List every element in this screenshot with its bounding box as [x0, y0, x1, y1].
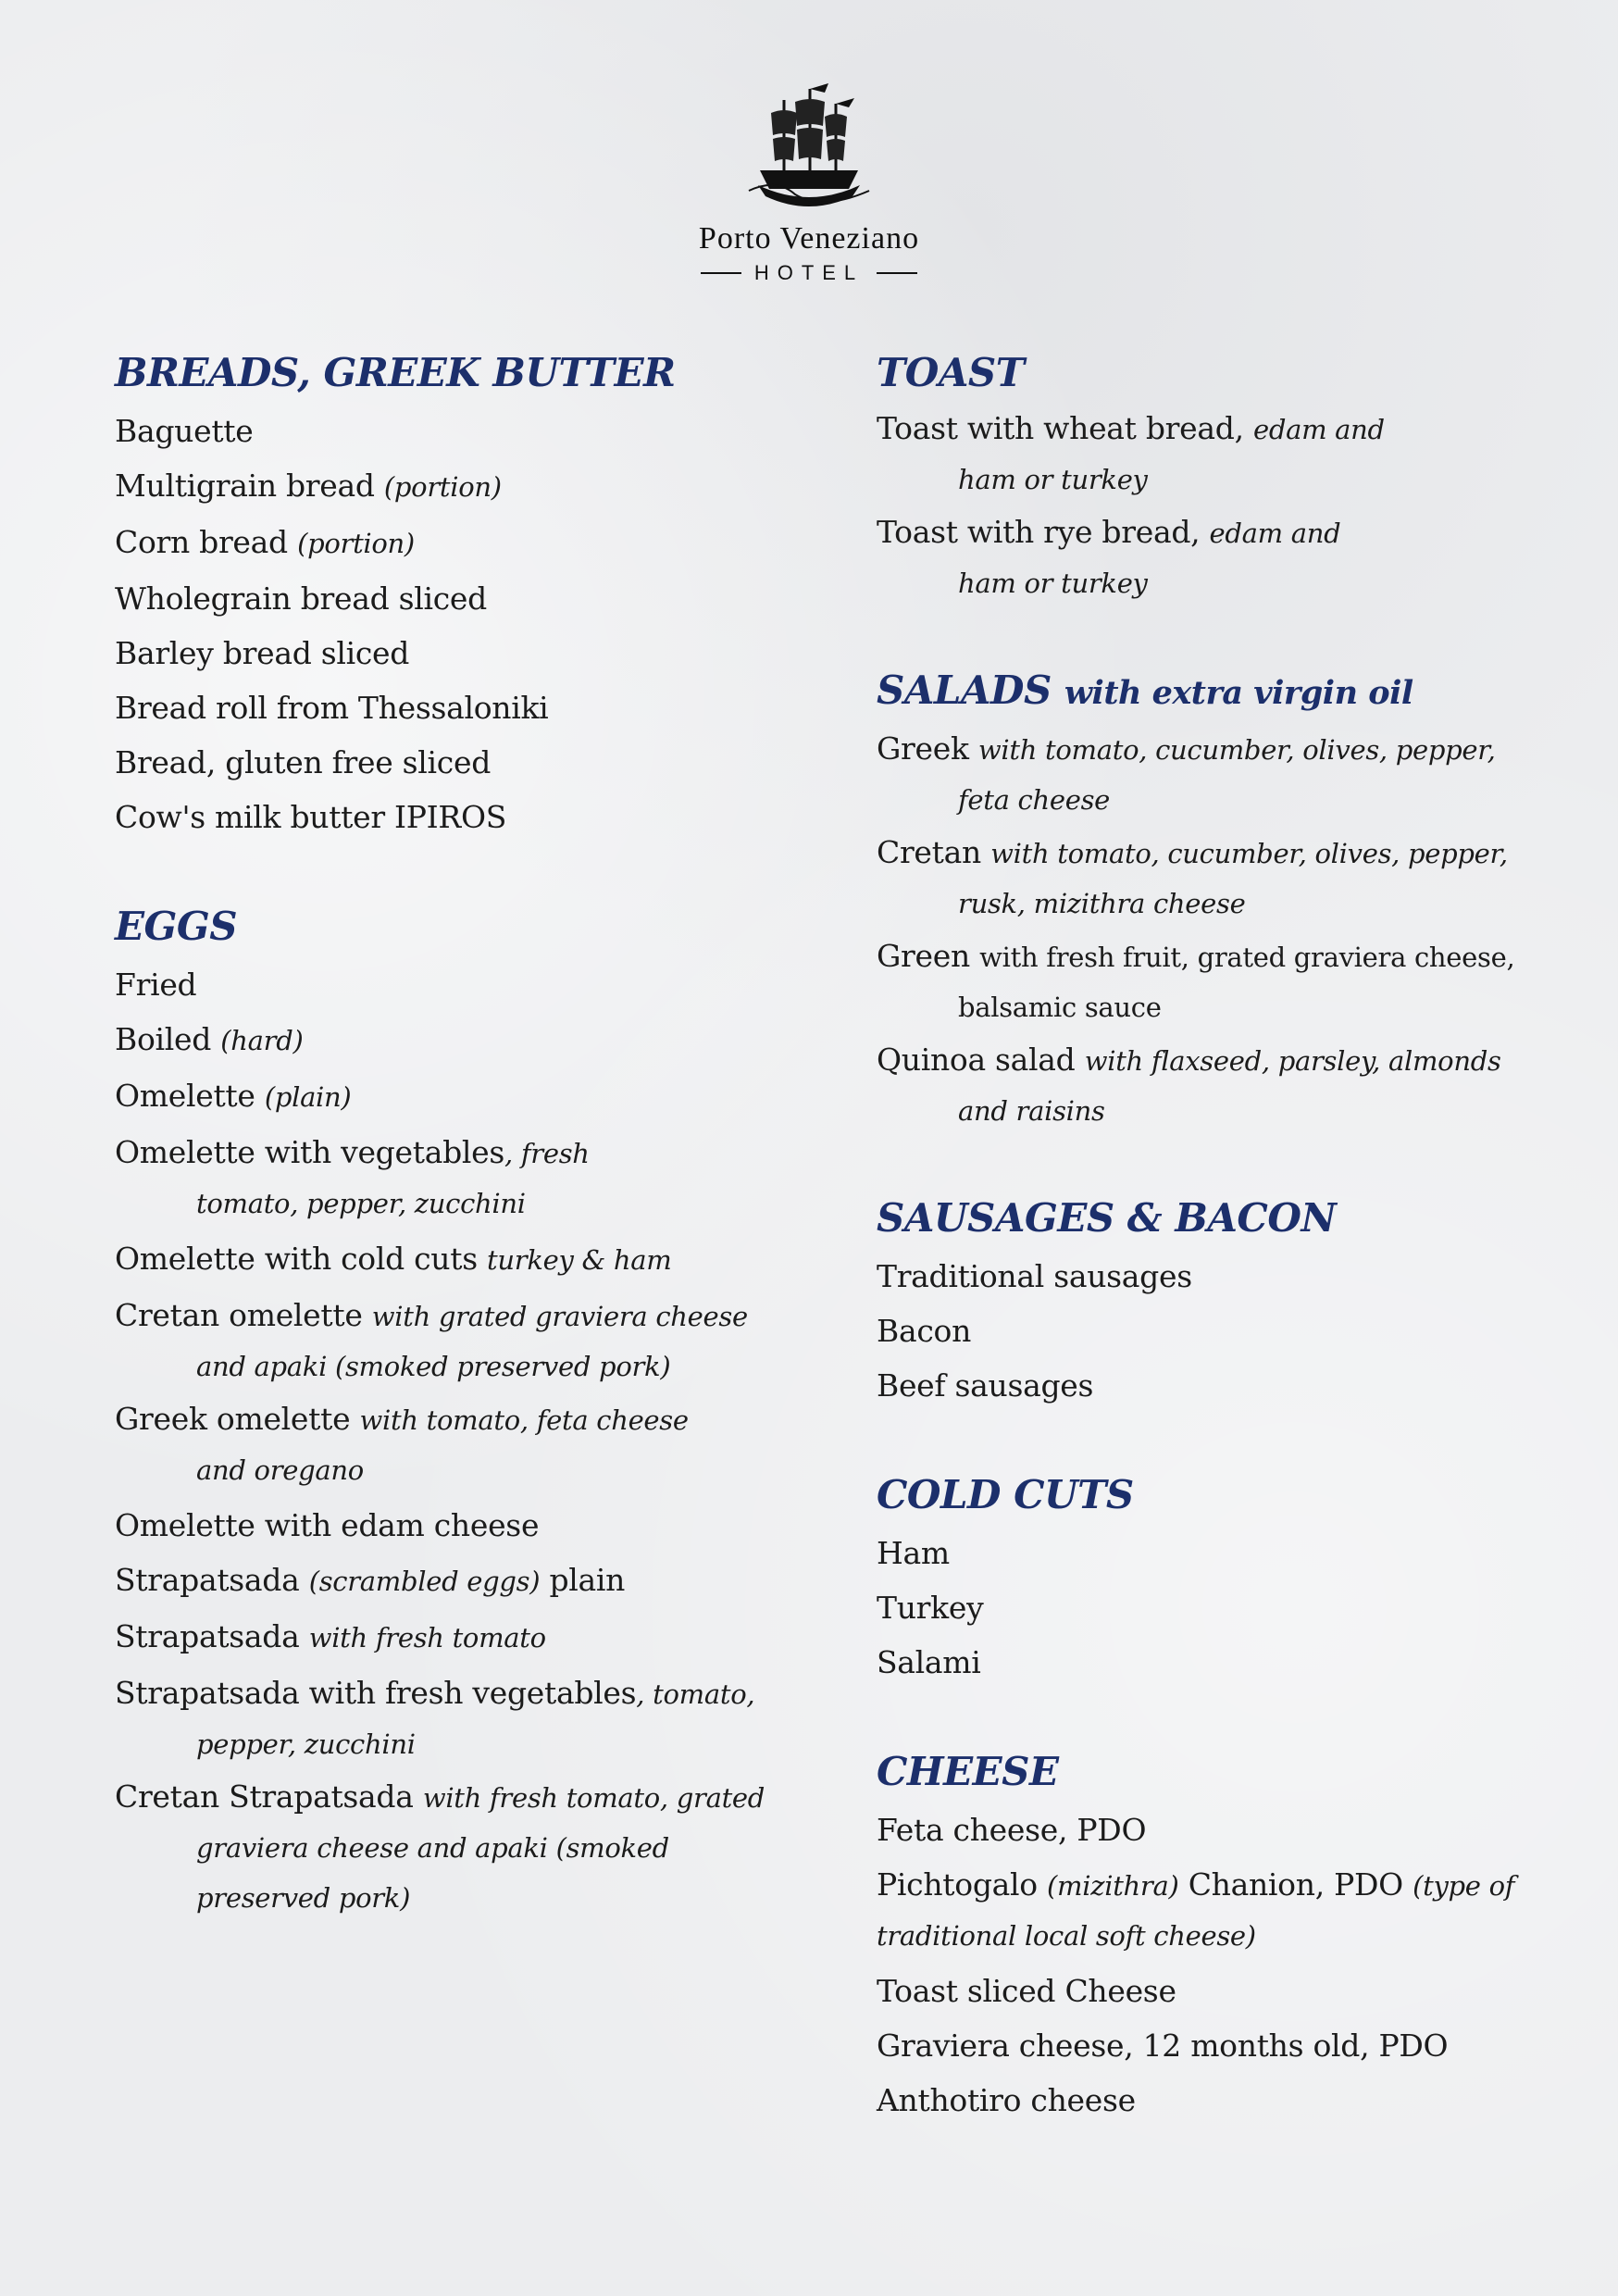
section-sausages [877, 1193, 1580, 1413]
divider [877, 272, 917, 274]
menu-item: Green with fresh fruit, grated graviera cheese, balsamic sauce [877, 938, 1515, 1023]
menu-item: Multigrain bread (portion) [115, 468, 502, 504]
menu-item: Quinoa salad with flaxseed, parsley, almonds and raisins [877, 1042, 1501, 1127]
menu-item: Bread roll from Thessaloniki [115, 690, 549, 726]
section-heading: CHEESE [877, 1749, 1059, 1794]
menu-item: Baguette [115, 413, 254, 449]
section-heading: COLD CUTS [877, 1472, 1134, 1517]
menu-item: Boiled (hard) [115, 1021, 304, 1057]
menu-item: Feta cheese, PDO [877, 1812, 1147, 1848]
section-heading: SAUSAGES & BACON [877, 1195, 1337, 1241]
menu-item: Strapatsada with fresh tomato [115, 1618, 546, 1654]
menu-item: Omelette with cold cuts turkey & ham [115, 1241, 672, 1277]
brand-name: Porto Veneziano [698, 221, 920, 256]
hotel-logo [0, 81, 1618, 285]
left-column [115, 348, 818, 1980]
section-eggs [115, 902, 818, 1923]
menu-item: Fried [115, 967, 197, 1003]
section-breads [115, 348, 818, 844]
menu-item: Traditional sausages [877, 1258, 1192, 1294]
right-column [877, 348, 1580, 2185]
menu-item: Toast sliced Cheese [877, 1973, 1176, 2009]
menu-item: Omelette with vegetables, fresh tomato, pepper, zucchini [115, 1134, 590, 1219]
section-cold-cuts [877, 1470, 1580, 1690]
section-heading: BREADS, GREEK BUTTER [115, 350, 676, 395]
menu-item: Bacon [877, 1313, 972, 1349]
section-cheese [877, 1747, 1580, 2128]
section-heading: SALADS with extra virgin oil [877, 668, 1413, 713]
menu-item: Cow's milk butter IPIROS [115, 799, 507, 835]
menu-item: Wholegrain bread sliced [115, 580, 487, 617]
menu-item: Bread, gluten free sliced [115, 744, 492, 780]
menu-item: Graviera cheese, 12 months old, PDO [877, 2028, 1449, 2064]
section-salads [877, 666, 1580, 1136]
menu-item: Greek with tomato, cucumber, olives, pepper, feta cheese [877, 730, 1496, 816]
menu-item: Toast with wheat bread, edam and ham or turkey [877, 410, 1385, 495]
menu-item: Beef sausages [877, 1367, 1094, 1404]
section-toast [877, 348, 1580, 608]
divider [701, 272, 741, 274]
menu-item: Ham [877, 1535, 950, 1571]
menu-item: Greek omelette with tomato, feta cheese and oregano [115, 1401, 689, 1486]
ship-emblem-icon [740, 81, 878, 211]
section-heading: TOAST [877, 350, 1025, 395]
menu-item: Omelette (plain) [115, 1078, 352, 1114]
menu-item: Salami [877, 1644, 981, 1680]
brand-subtitle [0, 261, 1618, 285]
menu-item: Omelette with edam cheese [115, 1507, 540, 1543]
section-heading: EGGS [115, 904, 238, 949]
menu-item: Cretan with tomato, cucumber, olives, pepper, rusk, mizithra cheese [877, 834, 1508, 919]
menu-item: Anthotiro cheese [877, 2082, 1136, 2118]
menu-item: Turkey [877, 1590, 984, 1626]
menu-item: Pichtogalo (mizithra) Chanion, PDO (type of traditional local soft cheese) [877, 1866, 1515, 1952]
menu-item: Strapatsada (scrambled eggs) plain [115, 1562, 626, 1598]
menu-item: Strapatsada with fresh vegetables, tomato, pepper, zucchini [115, 1675, 755, 1760]
menu-item: Corn bread (portion) [115, 524, 415, 560]
menu-item: Barley bread sliced [115, 635, 410, 671]
menu-item: Cretan Strapatsada with fresh tomato, grated graviera cheese and apaki (smoked preserved pork) [115, 1778, 765, 1914]
menu-item: Toast with rye bread, edam and ham or turkey [877, 514, 1341, 599]
menu-item: Cretan omelette with grated graviera cheese and apaki (smoked preserved pork) [115, 1297, 748, 1382]
brand-subtitle-text: HOTEL [753, 261, 865, 284]
